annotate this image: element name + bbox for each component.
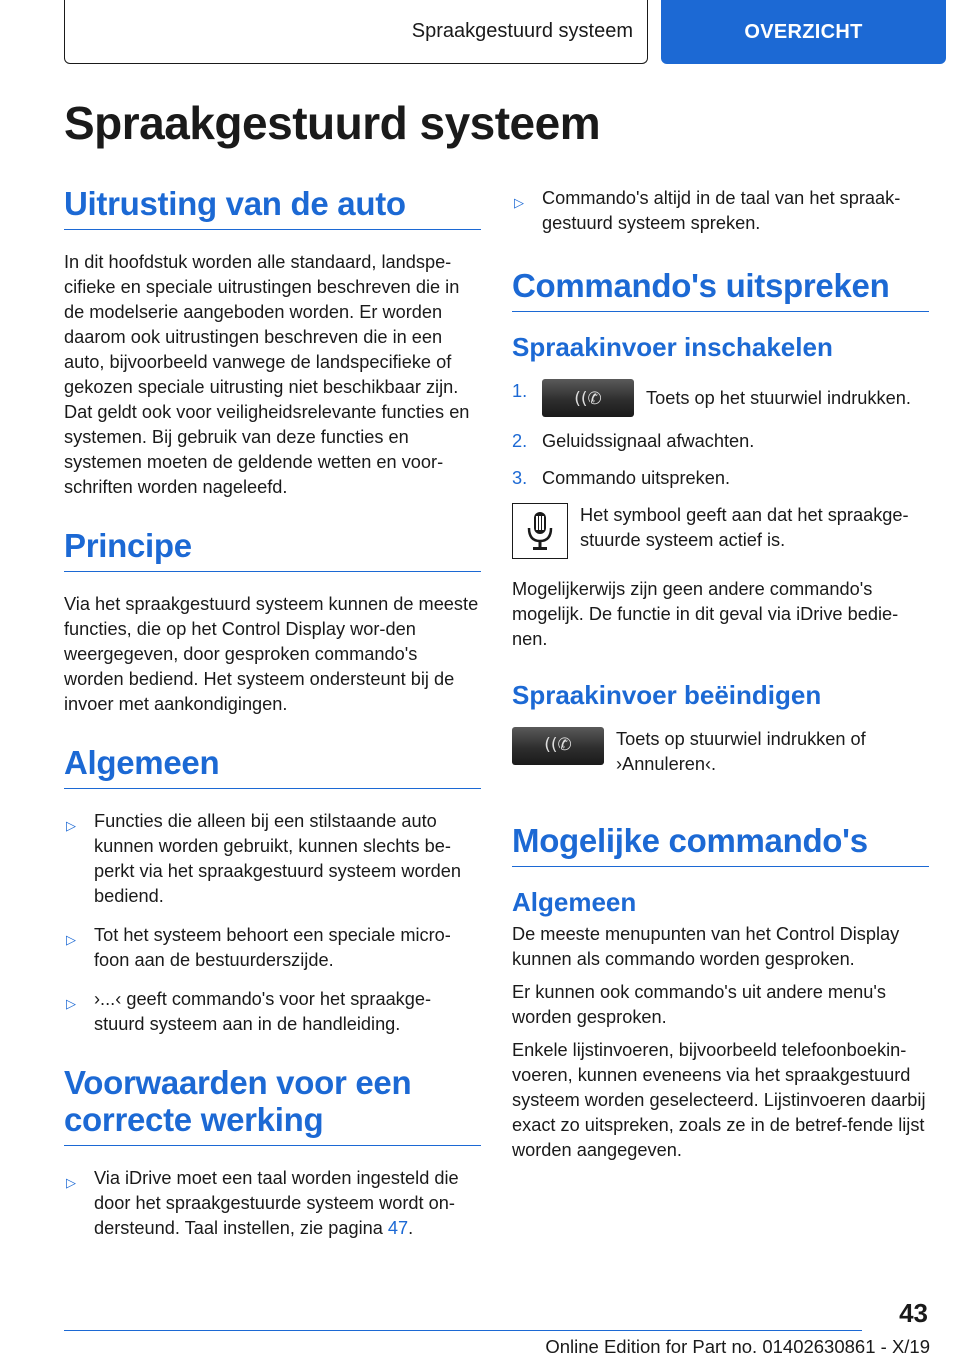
subsection-title-beeindigen: Spraakinvoer beëindigen: [512, 680, 822, 711]
mic-note-text: Het symbool geeft aan dat het spraakge-stuurde systeem actief is.: [580, 505, 909, 551]
footer-divider: [64, 1330, 862, 1331]
mic-note: [512, 503, 929, 559]
triangle-bullet-icon: ▷: [66, 931, 76, 947]
step-number: 3.: [512, 468, 528, 489]
steps-list: [512, 379, 929, 491]
section-title-uitrusting: Uitrusting van de auto: [64, 186, 481, 230]
top-list: [512, 186, 929, 236]
principe-paragraph: Via het spraakgestuurd systeem kunnen de meeste functies, die op het Control Display wor-den weergegeven, door gesproken commando's worden bediend. Het systeem ondersteunt bij de invoer met aankondigingen.: [64, 593, 479, 714]
page-link[interactable]: 47: [387, 1217, 409, 1238]
section-title-commandos: Commando's uitspreken: [512, 268, 929, 312]
voice-button-icon: ((✆: [512, 727, 604, 765]
algemeen-list: [64, 809, 481, 1037]
triangle-bullet-icon: ▷: [66, 1174, 76, 1190]
step-item: [512, 429, 929, 454]
beeindigen-row: [512, 727, 929, 777]
step-number: 2.: [512, 431, 528, 452]
page-number: 43: [899, 1298, 928, 1328]
beeindigen-text: Toets op stuurwiel indrukken of ›Annuleren‹.: [616, 729, 866, 775]
voorwaarden-list: [64, 1166, 481, 1241]
step-text: Toets op het stuurwiel indrukken.: [646, 387, 911, 408]
list-item: ▷ Tot het systeem behoort een speciale micro-foon aan de bestuurderszijde.: [66, 924, 451, 970]
section-title-mogelijke: Mogelijke commando's: [512, 823, 929, 867]
list-item: ▷ ›...‹ geeft commando's voor het spraakge-stuurd systeem aan in de handleiding.: [66, 988, 432, 1034]
algemeen-paragraph-1: De meeste menupunten van het Control Display kunnen als commando worden gesproken.: [512, 924, 900, 970]
triangle-bullet-icon: ▷: [66, 995, 76, 1011]
section-title-voorwaarden: Voorwaarden voor een correcte werking: [64, 1065, 481, 1146]
step-item: [512, 466, 929, 491]
right-column: [512, 186, 929, 1171]
subsection-title-algemeen: Algemeen: [512, 887, 637, 918]
uitrusting-paragraph: In dit hoofdstuk worden alle standaard, landspe-cifieke en speciale uitrustingen beschreven die in de modelserie aangeboden worden. Er worden daarom ook uitrustingen beschreven die in een auto, bijvoorbeeld vanwege de landspecifieke of gekozen speciale uitrusting niet beschikbaar zijn. Dat geldt ook voor veiligheidsrelevante functies en systemen. Bij gebruik van deze functies en systemen moeten de geldende wetten en voor-schriften worden nageleefd.: [64, 251, 470, 497]
section-title-principe: Principe: [64, 528, 481, 572]
footer-edition: Online Edition for Part no. 01402630861 - X/19: [545, 1336, 930, 1357]
section-title-algemeen: Algemeen: [64, 745, 481, 789]
header-overview-tab[interactable]: [661, 0, 946, 64]
header-section-tab: [64, 0, 648, 64]
step-number: 1.: [512, 381, 528, 402]
mogelijk-paragraph: Mogelijkerwijs zijn geen andere commando's mogelijk. De functie in dit geval via iDrive bedie-nen.: [512, 579, 899, 650]
list-item: ▷ Functies die alleen bij een stilstaande auto kunnen worden gebruikt, kunnen slechts be-perkt via het spraakgestuurd systeem worden bediend.: [66, 810, 461, 906]
algemeen-paragraph-3: Enkele lijstinvoeren, bijvoorbeeld telefoonboekin-voeren, kunnen eveneens via het spraakgestuurd systeem worden geselecteerd. Lijstinvoeren daarbij exact zo uitspreken, zoals ze in de betref-fende lijst worden aangegeven.: [512, 1040, 926, 1161]
voice-button-icon: ((✆: [542, 379, 634, 417]
step-text: Geluidssignaal afwachten.: [542, 431, 755, 452]
subsection-title-inschakelen: Spraakinvoer inschakelen: [512, 331, 833, 362]
header-section-label: Spraakgestuurd systeem: [411, 20, 633, 42]
triangle-bullet-icon: ▷: [514, 195, 524, 210]
step-text: Commando uitspreken.: [542, 468, 731, 489]
list-item: ▷ Commando's altijd in de taal van het spraak-gestuurd systeem spreken.: [514, 188, 901, 233]
algemeen-paragraph-2: Er kunnen ook commando's uit andere menu's worden gesproken.: [512, 982, 886, 1028]
left-column: [64, 186, 481, 1269]
page-title: Spraakgestuurd systeem: [64, 97, 601, 149]
microphone-icon: [512, 503, 568, 559]
step-item: [512, 379, 929, 417]
list-item: ▷ Via iDrive moet een taal worden ingesteld die door het spraakgestuurde systeem wordt on-dersteund. Taal instellen, zie pagina 47.: [66, 1167, 459, 1238]
triangle-bullet-icon: ▷: [66, 817, 76, 833]
header-overview-label: OVERZICHT: [744, 20, 863, 43]
